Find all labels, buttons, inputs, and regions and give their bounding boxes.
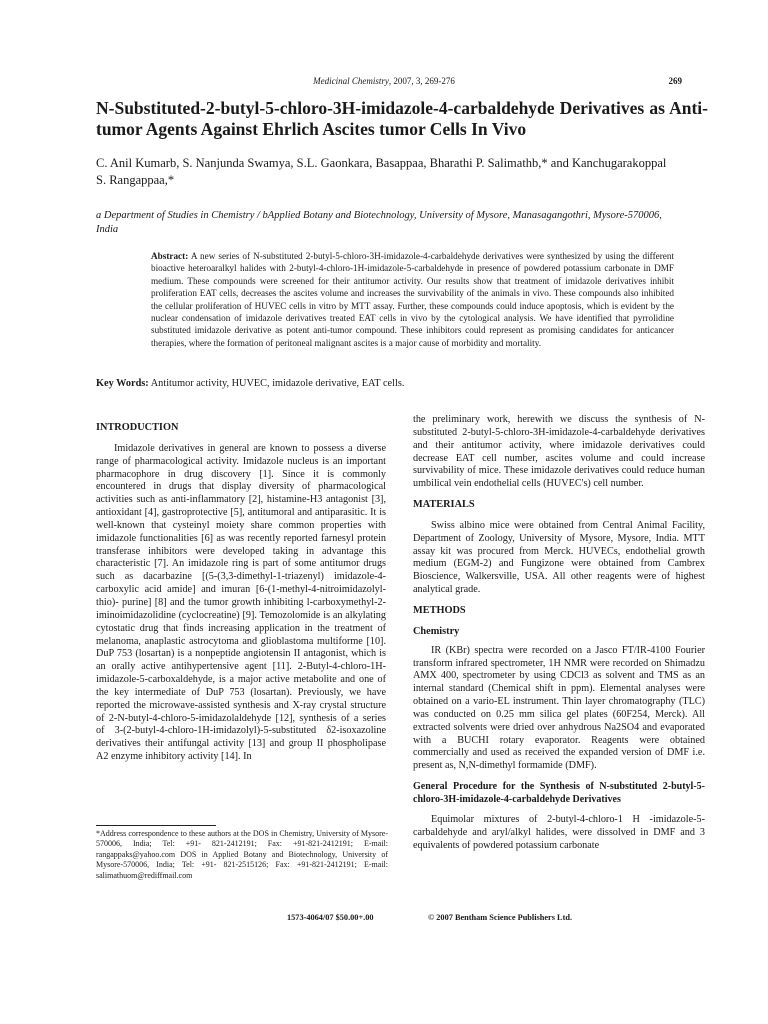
footer-copyright: © 2007 Bentham Science Publishers Ltd. — [428, 913, 573, 922]
affiliation: a Department of Studies in Chemistry / bApplied Botany and Biotechnology, University of Mysore, Manasagangothri, Mysore-570006, India — [96, 210, 662, 235]
keywords-label: Key Words: — [96, 378, 149, 389]
introduction-continued: the preliminary work, herewith we discuss the synthesis of N-substituted 2-butyl-5-chloro-3H-imidazole-4-carbaldehyde derivatives and their antitumor activity, where imidazole derivatives could decrease EAT cell number, ascites volume and could increase survivability of mice. These imidazole derivatives could reduce human umbilical vein endothelial cells (HUVEC's) cell number. — [413, 414, 705, 490]
correspondence-footnote: *Address correspondence to these authors at the DOS in Chemistry, University of Mysore-570006, India; Tel: +91- 821-2412191; Fax: +91-821-2412191; E-mail: rangappaks@yahoo.com DOS in Applied Botany and Biotechnology, University of Mysore-570006, India; Tel: +91- 821-2515126; Fax: +91-821-2412191; E-mail: salimathuom@rediffmail.com — [96, 829, 388, 880]
chemistry-paragraph: IR (KBr) spectra were recorded on a Jasco FT/IR-4100 Fourier transform infrared spectrometer, 1H NMR were recorded on Shimadzu AMX 400, spectrometer by using CDCl3 as solvent and TMS as an internal standard (Chemical shift in ppm). Elemental analyses were obtained on a vario-EL instrument. Thin layer chromatography (TLC) was conducted on 0.25 mm silica gel plates (60F254, Merck). All extracted solvents were dried over anhydrous Na2SO4 and evaporated with a BUCHI rotary evaporator. Reagents were obtained commercially and used as received the expanded version of DMF i.e. present as, N,N-dimethyl formamide (DMF). — [413, 644, 705, 772]
page-number: 269 — [668, 76, 682, 86]
article-title: N-Substituted-2-butyl-5-chloro-3H-imidazole-4-carbaldehyde Derivatives as Anti-tumor Agents Against Ehrlich Ascites tumor Cells In Vivo — [96, 98, 708, 139]
keywords — [96, 378, 676, 389]
footnote-divider — [96, 825, 216, 826]
abstract — [151, 250, 674, 349]
section-heading-methods: METHODS — [413, 604, 466, 616]
footer-issn: 1573-4064/07 $50.00+.00 — [287, 913, 374, 922]
journal-citation: , 2007, 3, 269-276 — [388, 76, 455, 86]
right-column — [413, 414, 705, 853]
abstract-label: Abstract: — [151, 251, 189, 261]
section-heading-introduction: INTRODUCTION — [96, 422, 179, 433]
subsection-heading-general-procedure: General Procedure for the Synthesis of N-substituted 2-butyl-5-chloro-3H-imidazole-4-carbaldehyde Derivatives — [413, 781, 705, 805]
running-head — [96, 76, 672, 86]
keywords-text: Antitumor activity, HUVEC, imidazole derivative, EAT cells. — [150, 378, 405, 389]
materials-paragraph: Swiss albino mice were obtained from Central Animal Facility, Department of Zoology, University of Mysore, Mysore, India. MTT assay kit was procured from Merck. HUVECs, endothelial growth medium (EGM-2) and Fungizone were obtained from Cambrex Bioscience, Walkersville, USA. All other reagents were of highest analytical grade. — [413, 519, 705, 596]
abstract-text: A new series of N-substituted 2-butyl-5-chloro-3H-imidazole-4-carbaldehyde derivatives were synthesized by using the different bioactive heteroaralkyl halides with 2-butyl-4-chloro-1H-imidazole-5-carbaldehyde in presence of powdered potassium carbonate in DMF medium. These compounds were screened for their antitumor activity. Our results show that treatment of imidazole derivatives inhibit proliferation EAT cells, decreases the ascites volume and increases the survivability of the animals in vivo. These compounds also inhibited the cellular proliferation of HUVEC cells in vitro by MTT assay. Further, these compounds could induce apoptosis, which is evident by the nuclear condensation of imidazole derivatives treated EAT cells in vivo by the cytological analysis. We have identified that pyrrolidine substituted imidazole derivative as potent anti-tumor compound. These inhibitors could represent as promising candidates for anticancer therapies, where the formation of peritoneal malignant ascites is a major cause of morbidity and mortality. — [151, 251, 674, 348]
journal-name: Medicinal Chemistry — [313, 76, 389, 86]
introduction-paragraph: Imidazole derivatives in general are known to possess a diverse range of pharmacological activity. Imidazole nucleus is an important pharmacophore in drug discovery [1]. Since it is commonly encountered in drugs that display diversity of pharmacological activities such as anti-inflammatory [2], histamine-H3 antagonist [3], antioxidant [4], gastroprotective [5], antitumoral and antiparasitic. It is well-known that cysteinyl moiety share common properties with imidazole functionalities [6] as was recently reported farnesyl protein transferase inhibitors were developed taking in advantage this characteristic [7]. An imidazole ring is part of some antitumor drugs such as dacarbazine [(5-(3,3-dimethyl-1-triazenyl) imidazole-4-carboxylic acid amide] and imuran [6-(1-methyl-4-nitroimidazolyl-thio)- purine] [8] and the tumor growth inhibiting l-carboxymethyl-2-iminoimidazolidine (cyclocreatine) [9]. Temozolomide is an alkylating cytostatic drug that finds increasing application in the treatment of melanoma, anaplastic astrocytoma and glioblastoma multiforme [10]. DuP 753 (losartan) is a nonpeptide angiotensin II antagonist, which is an orally active antihypertensive agent [11]. 2-Butyl-4-chloro-1H-imidazole-5-carboxaldehyde, is a major active metabolite and one of the key intermediate of DuP 753 (losartan). Previously, we have reported the microwave-assisted synthesis and X-ray crystal structure of 2-N-butyl-4-chloro-5-imidazolaldehyde [12], synthesis of a series of 3-(2-butyl-4-chloro-1H-imidazolyl)-5-substituted δ2-isoxazoline derivatives their antifungal activity [13] and group II phospholipase A2 enzyme inhibitory activity [14]. In — [96, 442, 386, 763]
left-column — [96, 414, 386, 764]
general-procedure-paragraph: Equimolar mixtures of 2-butyl-4-chloro-1 H -imidazole-5-carbaldehyde and aryl/alkyl halides, were dissolved in DMF and 3 equivalents of powdered potassium carbonate — [413, 814, 705, 851]
section-heading-materials: MATERIALS — [413, 499, 475, 511]
author-list: C. Anil Kumarb, S. Nanjunda Swamya, S.L. Gaonkara, Basappaa, Bharathi P. Salimathb,* and Kanchugarakoppal S. Rangappaa,* — [96, 156, 667, 187]
subsection-heading-chemistry: Chemistry — [413, 625, 460, 637]
